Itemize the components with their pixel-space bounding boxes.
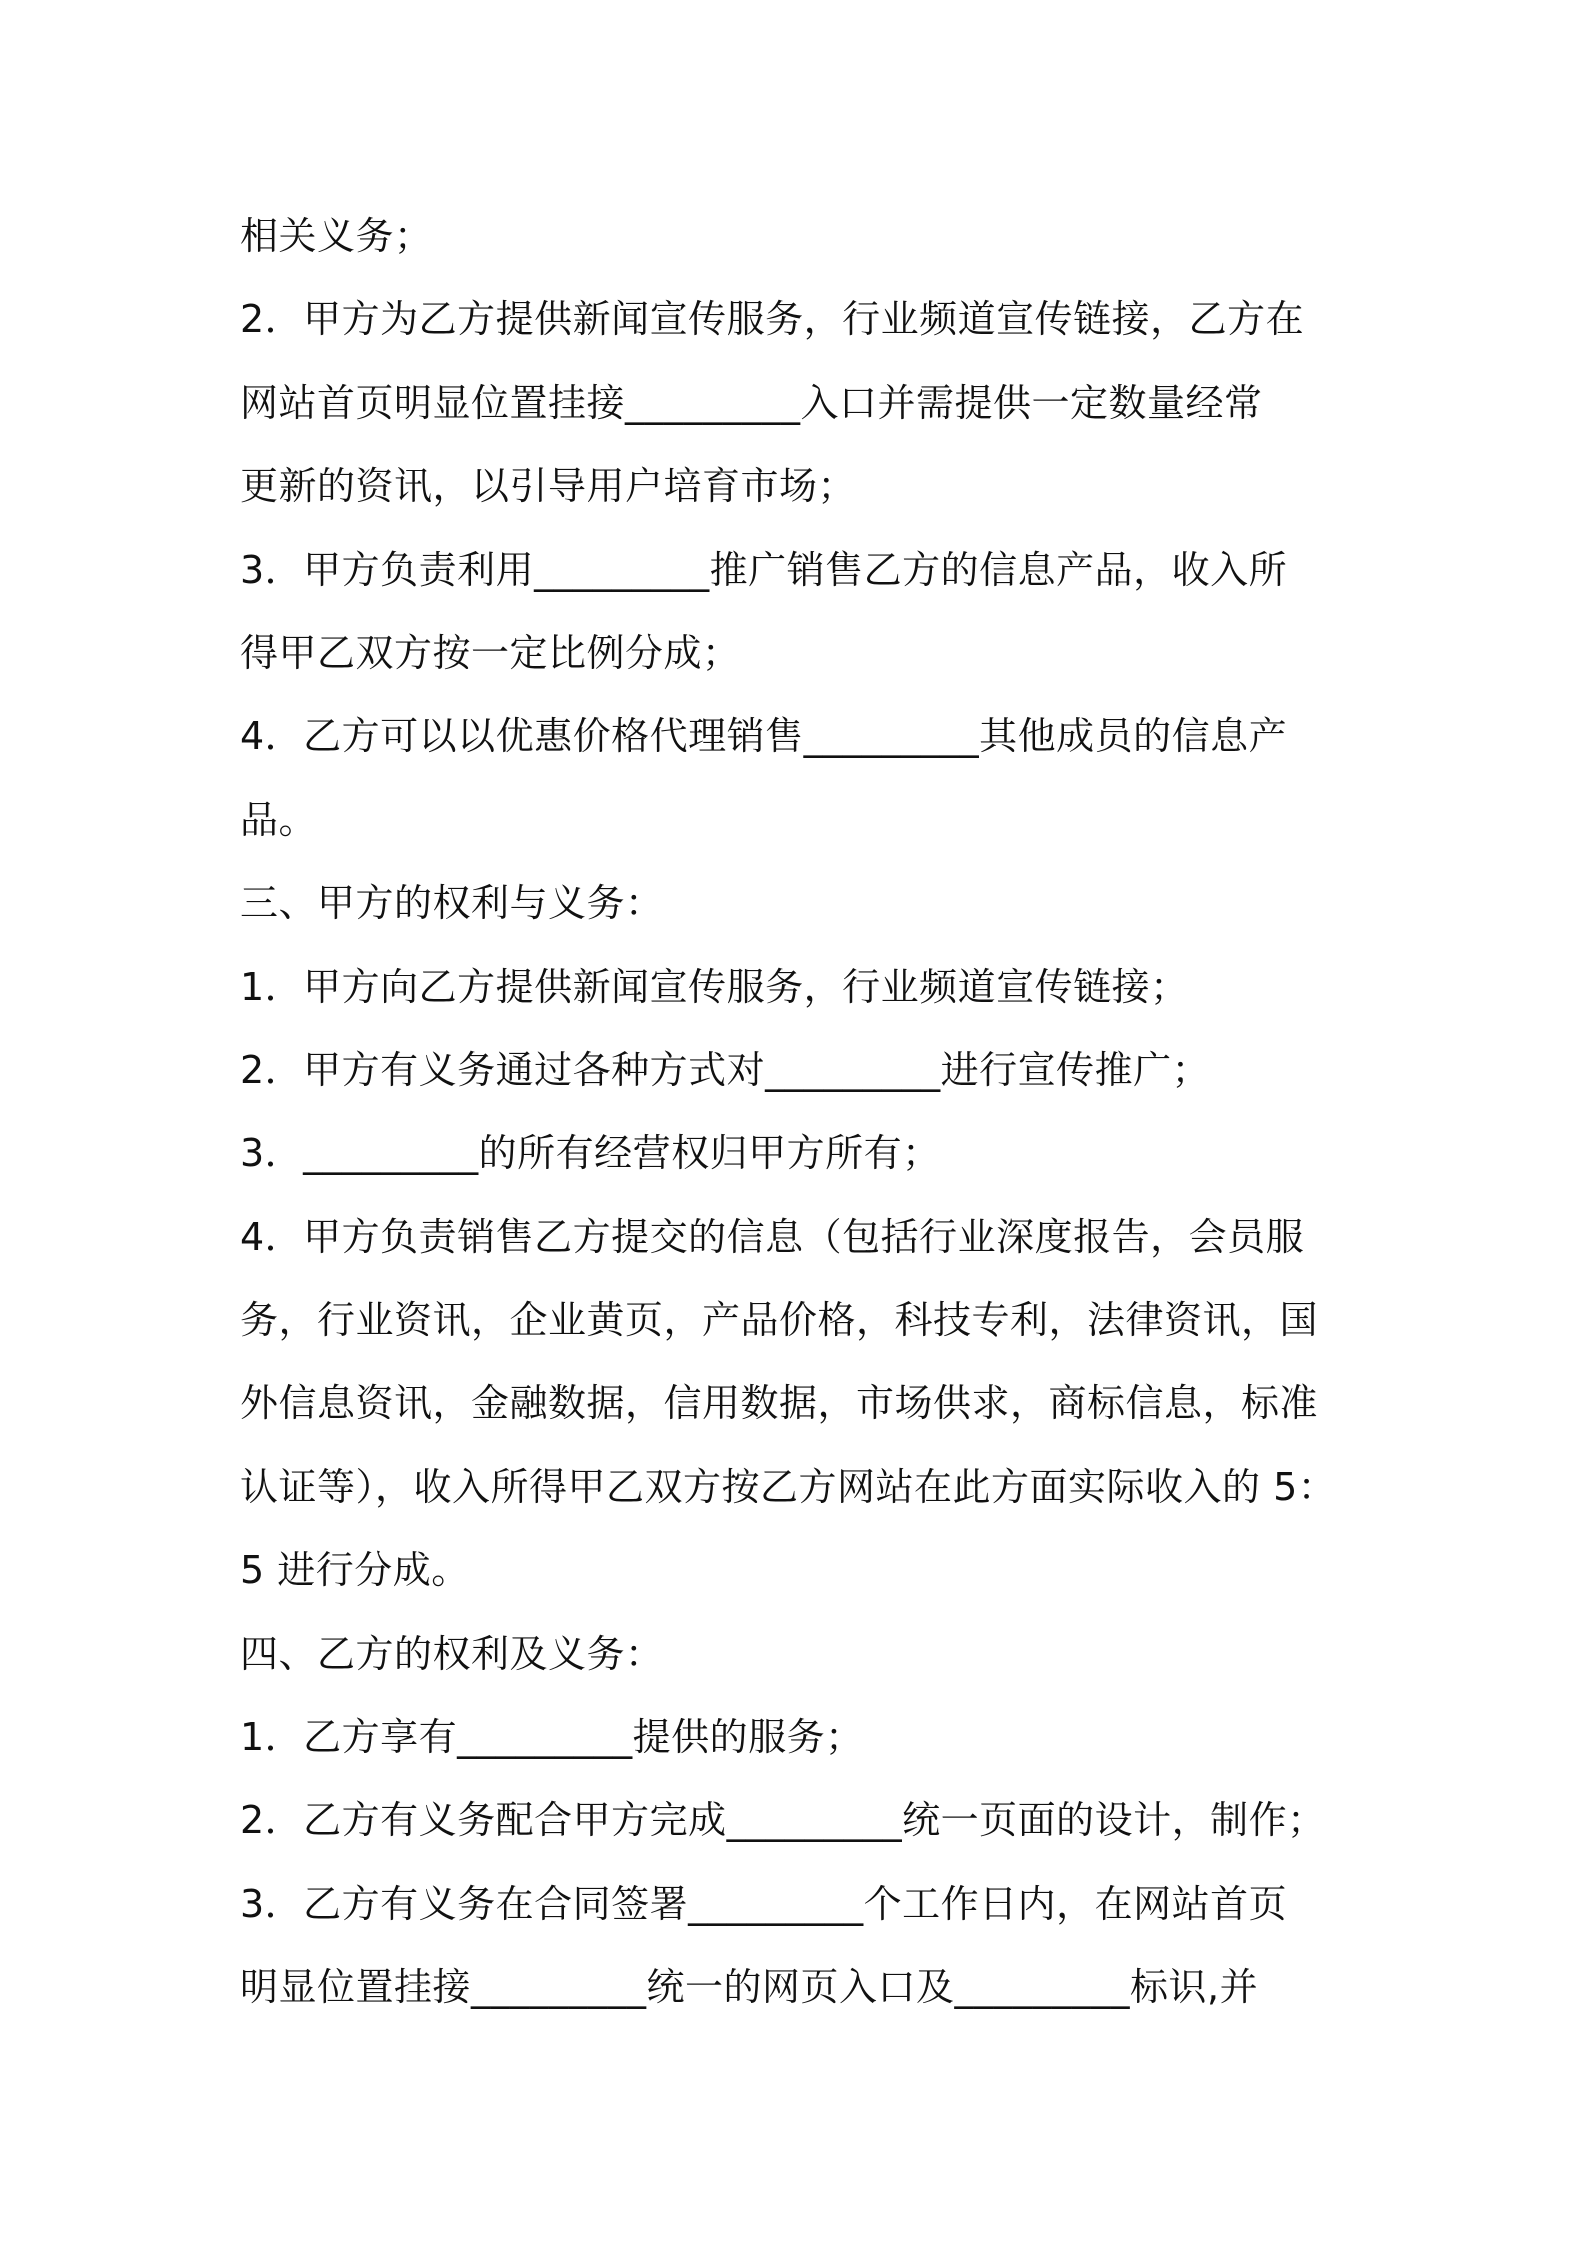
text-line: 更新的资讯，以引导用户培育市场； bbox=[240, 464, 857, 509]
text-line: 3．乙方有义务在合同签署_________个工作日内，在网站首页 bbox=[240, 1881, 1288, 1926]
text-line: 认证等），收入所得甲乙双方按乙方网站在此方面实际收入的 5： bbox=[240, 1464, 1337, 1509]
text-line: 网站首页明显位置挂接_________入口并需提供一定数量经常 bbox=[240, 380, 1263, 425]
text-line: 得甲乙双方按一定比例分成； bbox=[240, 630, 741, 675]
text-line: 2．甲方为乙方提供新闻宣传服务，行业频道宣传链接，乙方在 bbox=[240, 297, 1305, 342]
text-line: 1．乙方享有_________提供的服务； bbox=[240, 1715, 864, 1760]
text-line: 1．甲方向乙方提供新闻宣传服务，行业频道宣传链接； bbox=[240, 964, 1189, 1009]
text-line: 3．甲方负责利用_________推广销售乙方的信息产品，收入所 bbox=[240, 547, 1288, 592]
text-line: 4．乙方可以以优惠价格代理销售_________其他成员的信息产 bbox=[240, 714, 1288, 759]
section-heading: 四、乙方的权利及义务： bbox=[240, 1631, 664, 1676]
text-line: 3．_________的所有经营权归甲方所有； bbox=[240, 1131, 941, 1176]
text-line: 务，行业资讯，企业黄页，产品价格，科技专利，法律资讯，国 bbox=[240, 1298, 1319, 1343]
text-line: 5 进行分成。 bbox=[240, 1548, 470, 1593]
text-line: 2．乙方有义务配合甲方完成_________统一页面的设计，制作； bbox=[240, 1798, 1326, 1843]
text-line: 2．甲方有义务通过各种方式对_________进行宣传推广； bbox=[240, 1047, 1211, 1092]
text-line: 相关义务； bbox=[240, 214, 433, 258]
text-line: 品。 bbox=[240, 797, 318, 842]
text-line: 外信息资讯，金融数据，信用数据，市场供求，商标信息，标准 bbox=[240, 1381, 1319, 1426]
text-line: 4．甲方负责销售乙方提交的信息（包括行业深度报告，会员服 bbox=[240, 1214, 1305, 1259]
section-heading: 三、甲方的权利与义务： bbox=[240, 881, 664, 926]
document-body bbox=[240, 195, 1370, 2030]
text-line: 明显位置挂接_________统一的网页入口及_________标识,并 bbox=[240, 1965, 1259, 2010]
